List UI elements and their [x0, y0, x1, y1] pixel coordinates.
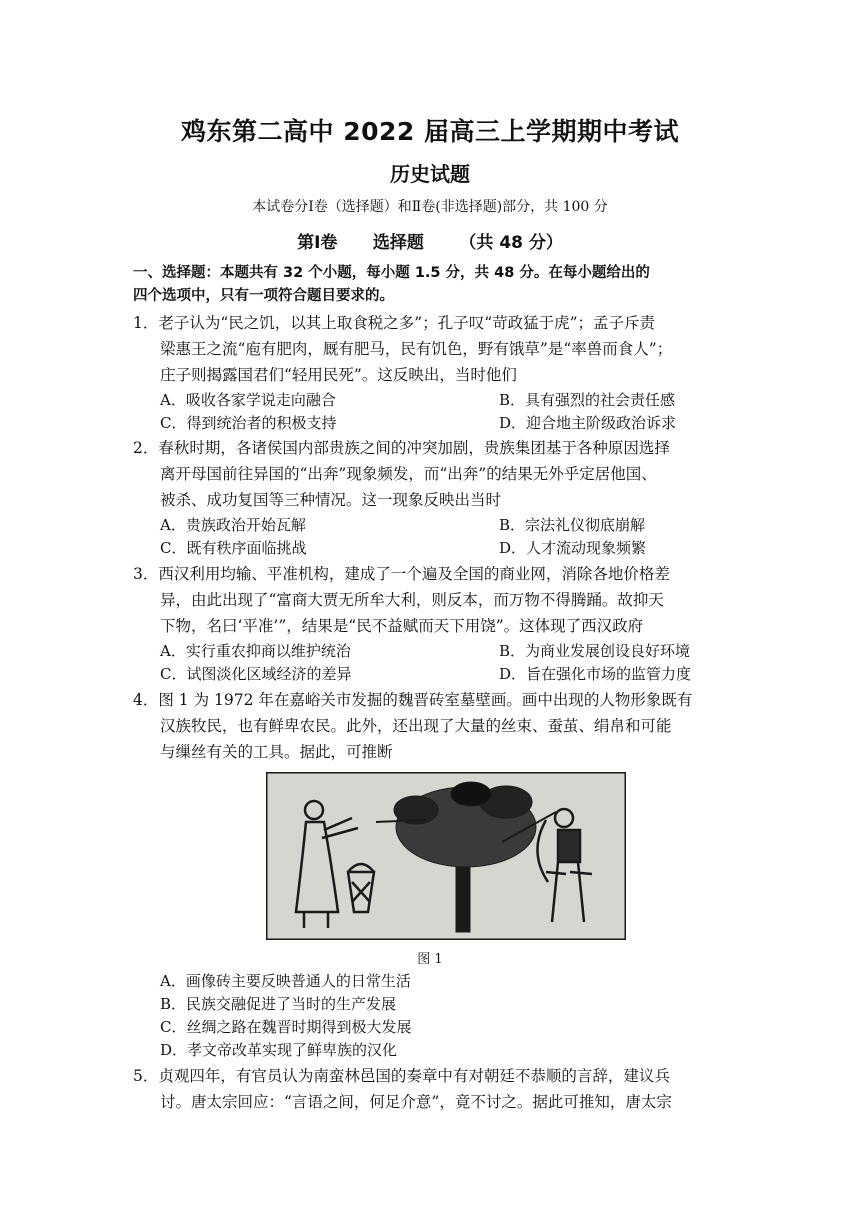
q4-option-c: C．丝绸之路在魏晋时期得到极大发展: [160, 1018, 412, 1036]
instructions-line-2: 四个选项中，只有一项符合题目要求的。: [133, 288, 394, 304]
q2-option-a: A．贵族政治开始瓦解: [160, 516, 306, 534]
q2-option-b: B．宗法礼仪彻底崩解: [499, 516, 646, 534]
q2-stem-line-1: 2．春秋时期，各诸侯国内部贵族之间的冲突加剧，贵族集团基于各种原因选择: [133, 439, 670, 457]
q4-stem-line-3: 与缫丝有关的工具。据此，可推断: [160, 743, 393, 761]
q4-option-b: B．民族交融促进了当时的生产发展: [160, 995, 397, 1013]
q3-option-a: A．实行重农抑商以维护统治: [160, 642, 351, 660]
section-heading: 第Ⅰ卷 选择题 （共 48 分）: [297, 233, 563, 253]
q1-stem-line-3: 庄子则揭露国君们“轻用民死”。这反映出，当时他们: [160, 366, 517, 384]
q2-stem-line-2: 离开母国前往异国的“出奔”现象频发，而“出奔”的结果无外乎定居他国、: [160, 465, 657, 483]
q2-stem-line-3: 被杀、成功复国等三种情况。这一现象反映出当时: [160, 491, 502, 509]
exam-note: 本试卷分Ⅰ卷（选择题）和Ⅱ卷(非选择题)部分，共 100 分: [252, 199, 608, 215]
q5-stem-line-2: 讨。唐太宗回应：“言语之间，何足介意”，竟不讨之。据此可推知，唐太宗: [160, 1093, 672, 1111]
q5-stem-line-1: 5．贞观四年，有官员认为南蛮林邑国的奏章中有对朝廷不恭顺的言辞，建议兵: [133, 1067, 670, 1085]
q3-option-b: B．为商业发展创设良好环境: [499, 642, 691, 660]
figure-caption: 图 1: [417, 952, 443, 967]
exam-title: 鸡东第二高中 2022 届高三上学期期中考试: [181, 117, 679, 146]
instructions-line-1: 一、选择题：本题共有 32 个小题，每小题 1.5 分，共 48 分。在每小题给出的: [133, 265, 650, 281]
q4-stem-line-1: 4．图 1 为 1972 年在嘉峪关市发掘的魏晋砖室墓壁画。画中出现的人物形象既有: [133, 691, 693, 709]
q4-option-d: D．孝文帝改革实现了鲜卑族的汉化: [160, 1041, 398, 1059]
exam-subtitle: 历史试题: [390, 162, 470, 186]
q3-stem-line-3: 下物，名曰‘平准’”，结果是“民不益赋而天下用饶”。这体现了西汉政府: [160, 617, 644, 635]
q4-stem-line-2: 汉族牧民，也有鲜卑农民。此外，还出现了大量的丝束、蚕茧、绢帛和可能: [160, 717, 672, 735]
q2-option-c: C．既有秩序面临挑战: [160, 539, 307, 557]
q1-option-d: D．迎合地主阶级政治诉求: [499, 414, 677, 432]
q4-option-a: A．画像砖主要反映普通人的日常生活: [160, 972, 411, 990]
mural-illustration: [266, 772, 626, 940]
q1-option-c: C．得到统治者的积极支持: [160, 414, 337, 432]
q3-option-c: C．试图淡化区域经济的差异: [160, 665, 352, 683]
q2-option-d: D．人才流动现象频繁: [499, 539, 647, 557]
q1-stem-line-2: 梁惠王之流“庖有肥肉，厩有肥马，民有饥色，野有饿草”是“率兽而食人”；: [160, 340, 673, 358]
q1-option-b: B．具有强烈的社会责任感: [499, 391, 676, 409]
q3-option-d: D．旨在强化市场的监管力度: [499, 665, 692, 683]
mural-figure: [266, 772, 626, 940]
q3-stem-line-1: 3．西汉利用均输、平准机构，建成了一个遍及全国的商业网，消除各地价格差: [133, 565, 670, 583]
q1-option-a: A．吸收各家学说走向融合: [160, 391, 336, 409]
q1-stem-line-1: 1．老子认为“民之饥，以其上取食税之多”；孔子叹“苛政猛于虎”；孟子斥责: [133, 314, 656, 332]
q3-stem-line-2: 异，由此出现了“富商大贾无所牟大利，则反本，而万物不得腾踊。故抑天: [160, 591, 664, 609]
